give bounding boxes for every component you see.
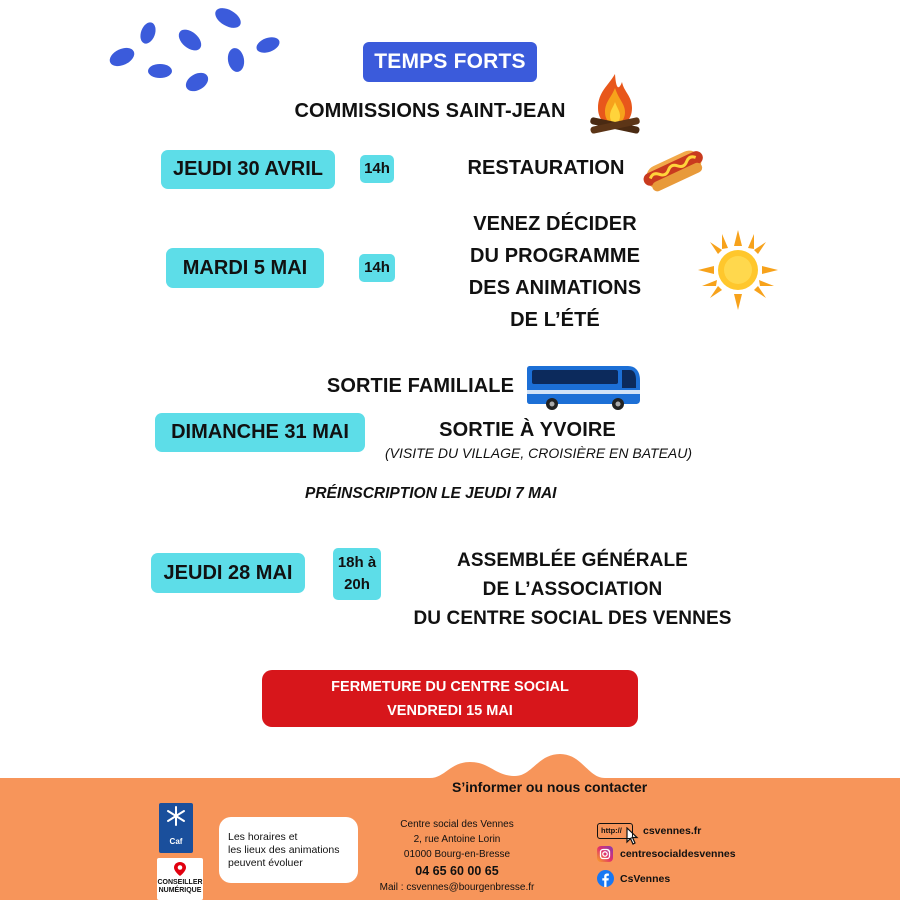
preinscription-note: PRÉINSCRIPTION LE JEUDI 7 MAI bbox=[305, 485, 557, 502]
event-1-time: 14h bbox=[360, 155, 394, 183]
sun-icon bbox=[698, 230, 778, 310]
facebook-icon bbox=[597, 870, 614, 887]
address-phone: 04 65 60 00 65 bbox=[415, 864, 499, 878]
snowflake-icon bbox=[159, 803, 193, 829]
closing-line-2: VENDREDI 15 MAI bbox=[387, 703, 513, 719]
contact-title: S’informer ou nous contacter bbox=[452, 779, 648, 795]
disclaimer-line-3: peuvent évoluer bbox=[228, 857, 303, 869]
event-4-time-line-2: 20h bbox=[344, 576, 370, 593]
website-text: csvennes.fr bbox=[643, 825, 702, 837]
event-2-time: 14h bbox=[359, 254, 395, 282]
event-4-line-3: DU CENTRE SOCIAL DES VENNES bbox=[413, 608, 732, 629]
event-2-title bbox=[430, 208, 680, 336]
browser-icon bbox=[597, 823, 633, 839]
event-4-line-2: DE L’ASSOCIATION bbox=[482, 579, 663, 600]
event-4-title bbox=[410, 546, 735, 633]
event-2-line-3: DES ANIMATIONS bbox=[468, 277, 642, 299]
event-3-heading: SORTIE FAMILIALE bbox=[326, 375, 515, 397]
location-pin-icon bbox=[173, 861, 187, 877]
decorative-dots bbox=[100, 0, 290, 110]
event-4-time bbox=[333, 548, 381, 600]
website-link[interactable] bbox=[597, 817, 701, 845]
http-label: http:// bbox=[601, 826, 622, 835]
commissions-heading: COMMISSIONS SAINT-JEAN bbox=[294, 100, 566, 122]
schedule-disclaimer bbox=[219, 817, 358, 883]
bus-icon bbox=[524, 362, 644, 412]
address-block bbox=[362, 817, 552, 895]
address-city: 01000 Bourg-en-Bresse bbox=[403, 849, 511, 860]
event-3-date: DIMANCHE 31 MAI bbox=[155, 413, 365, 452]
caf-logo-text: Caf bbox=[169, 837, 183, 846]
event-2-date: MARDI 5 MAI bbox=[166, 248, 324, 288]
hotdog-icon bbox=[640, 140, 706, 196]
address-name: Centre social des Vennes bbox=[400, 819, 514, 830]
conseiller-line-2: NUMÉRIQUE bbox=[158, 887, 202, 894]
address-mail[interactable]: Mail : csvennes@bourgenbresse.fr bbox=[379, 882, 535, 893]
event-2-line-4: DE L’ÉTÉ bbox=[510, 309, 600, 331]
disclaimer-line-1: Les horaires et bbox=[228, 831, 298, 843]
instagram-icon bbox=[597, 846, 613, 862]
event-1-date: JEUDI 30 AVRIL bbox=[161, 150, 335, 189]
instagram-link[interactable] bbox=[597, 846, 736, 862]
event-4-date: JEUDI 28 MAI bbox=[151, 553, 305, 593]
conseiller-numerique-logo bbox=[157, 858, 203, 900]
closing-line-1: FERMETURE DU CENTRE SOCIAL bbox=[331, 679, 569, 695]
instagram-handle: centresocialdesvennes bbox=[620, 848, 736, 860]
title-badge: TEMPS FORTS bbox=[363, 42, 537, 82]
event-2-line-2: DU PROGRAMME bbox=[469, 245, 641, 267]
bonfire-icon bbox=[586, 72, 644, 138]
event-4-line-1: ASSEMBLÉE GÉNÉRALE bbox=[457, 550, 688, 571]
facebook-link[interactable] bbox=[597, 870, 670, 887]
address-street: 2, rue Antoine Lorin bbox=[413, 834, 501, 845]
caf-logo bbox=[159, 803, 193, 853]
event-4-time-line-1: 18h à bbox=[337, 554, 377, 571]
conseiller-line-1: CONSEILLER bbox=[157, 879, 203, 886]
event-3-title: SORTIE À YVOIRE bbox=[439, 419, 616, 441]
event-2-line-1: VENEZ DÉCIDER bbox=[473, 213, 637, 235]
closing-banner bbox=[262, 670, 638, 727]
facebook-handle: CsVennes bbox=[620, 872, 671, 885]
event-1-title: RESTAURATION bbox=[467, 157, 625, 179]
event-3-note: (VISITE DU VILLAGE, CROISIÈRE EN BATEAU) bbox=[385, 445, 693, 461]
disclaimer-line-2: les lieux des animations bbox=[228, 844, 340, 856]
